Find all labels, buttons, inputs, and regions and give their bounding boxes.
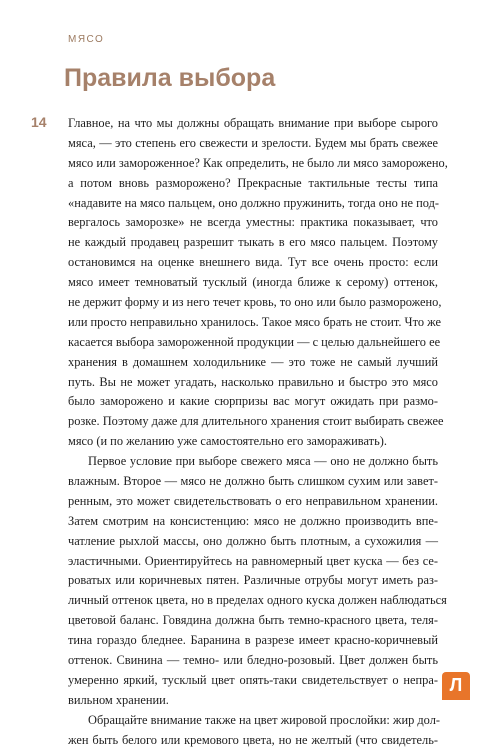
text-line: вергалось заморозке» не всегда уместны: практика показывает, что [68, 215, 438, 230]
text-line: остановимся на оценке внешнего вида. Тут все очень просто: если [68, 255, 438, 270]
text-line: цветовой баланс. Говядина должна быть темно-красного цвета, теля- [68, 613, 438, 628]
text-line: мяса, — это степень его свежести и зрелости. Будем мы брать свежее [68, 135, 438, 150]
text-line: влажным. Второе — мясо не должно быть слишком сухим или завет- [68, 474, 438, 489]
publisher-logo-icon: Л [449, 675, 463, 695]
text-line: не каждый продавец разрешит тыкать в его мясо пальцем. Поэтому [68, 235, 438, 250]
text-line: личный оттенок цвета, но в пределах одного куска должен наблюдаться [68, 593, 447, 608]
text-line: Первое условие при выборе свежего мяса — оно не должно быть [88, 454, 438, 469]
body-text [68, 114, 448, 751]
text-line: «надавите на мясо пальцем, оно должно пружинить, тогда оно не под- [68, 195, 440, 210]
text-line: оттенок. Свинина — темно- или бледно-розовый. Цвет должен быть [68, 653, 438, 668]
page-number: 14 [31, 114, 47, 130]
text-line: не держит форму и из него течет кровь, то оно или было разморожено, [68, 295, 442, 310]
text-line: ренным, это может свидетельствовать о его неправильном хранении. [68, 493, 438, 508]
text-line: было заморожено и какие сюрпризы вас могут ожидать при размо- [68, 394, 438, 409]
text-line: или просто неправильно хранилось. Такое мясо брать не стоит. Что же [68, 314, 442, 329]
text-line: хранения в домашнем холодильнике — это тоже не самый лучший [68, 354, 438, 369]
text-line: Затем смотрим на консистенцию: мясо не должно производить впе- [68, 513, 438, 528]
text-line: Обращайте внимание также на цвет жировой прослойки: жир дол- [88, 712, 441, 727]
text-line: мясо (и по желанию уже самостоятельно его замораживать). [68, 434, 387, 449]
text-line: касается выбора замороженной продукции — с целью дальнейшего ее [68, 334, 441, 349]
page-title: Правила выбора [64, 64, 276, 92]
text-line: розке. Поэтому даже для длительного хранения стоит выбирать свежее [68, 414, 444, 429]
text-line: эластичными. Ориентируйтесь на равномерный цвет куска — без се- [68, 553, 438, 568]
text-line: роватых или коричневых пятен. Различные отрубы могут иметь раз- [68, 573, 438, 588]
text-line: чатление рыхлой массы, оно должно быть плотным, а сухожилия — [68, 533, 438, 548]
publisher-badge[interactable] [442, 672, 470, 700]
text-line: мясо имеет темноватый тусклый (иногда ближе к серому) оттенок, [68, 275, 438, 290]
text-line: Главное, на что мы должны обращать внимание при выборе сырого [68, 116, 438, 130]
text-line: а потом вновь разморожено? Прекрасные тактильные тесты типа [68, 175, 438, 190]
section-label: МЯСО [68, 34, 105, 45]
text-line: вильном хранении. [68, 692, 169, 707]
text-line: мясо или замороженное? Как определить, не было ли мясо заморожено, [68, 155, 448, 170]
text-line: тина гораздо бледнее. Баранина в разрезе имеет красно-коричневый [68, 633, 438, 648]
text-line: жен быть белого или кремового цвета, но не желтый (что свидетель- [68, 732, 438, 747]
text-line: умеренно яркий, тусклый цвет опять-таки свидетельствует о непра- [68, 672, 438, 687]
text-line: путь. Вы не может угадать, насколько правильно и быстро это мясо [68, 374, 438, 389]
